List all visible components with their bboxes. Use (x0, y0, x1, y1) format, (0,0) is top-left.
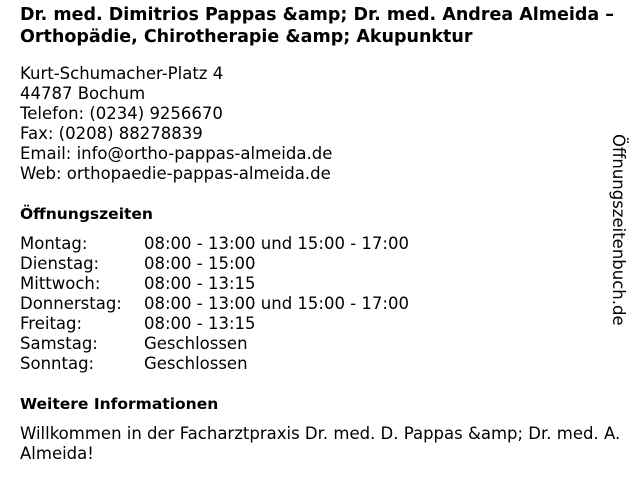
hours-row-wednesday (20, 274, 409, 294)
phone-line: Telefon: (0234) 9256670 (20, 104, 223, 123)
city-line: 44787 Bochum (20, 84, 146, 103)
day-hours: Geschlossen (144, 354, 248, 373)
welcome-text: Willkommen in der Facharztpraxis Dr. med. D. Pappas &amp; Dr. med. A. Almeida! (20, 424, 621, 463)
day-hours: 08:00 - 13:00 und 15:00 - 17:00 (144, 294, 409, 313)
day-label: Mittwoch: (20, 274, 101, 293)
email-line: Email: info@ortho-pappas-almeida.de (20, 144, 333, 163)
hours-row-tuesday (20, 254, 409, 274)
day-label: Donnerstag: (20, 294, 122, 313)
more-info-heading: Weitere Informationen (20, 395, 219, 413)
day-hours: 08:00 - 13:15 (144, 314, 256, 333)
web-line: Web: orthopaedie-pappas-almeida.de (20, 164, 331, 183)
day-hours: Geschlossen (144, 334, 248, 353)
fax-line: Fax: (0208) 88278839 (20, 124, 203, 143)
address-block (20, 64, 332, 184)
watermark-text: Öffnungszeitenbuch.de (609, 134, 628, 326)
day-hours: 08:00 - 13:00 und 15:00 - 17:00 (144, 234, 409, 253)
opening-hours-table (20, 234, 409, 374)
day-label: Sonntag: (20, 354, 95, 373)
page-title: Dr. med. Dimitrios Pappas &amp; Dr. med. Andrea Almeida – Orthopädie, Chirotherapie &amp; Akupunktur (20, 5, 615, 47)
day-hours: 08:00 - 15:00 (144, 254, 256, 273)
hours-row-sunday (20, 354, 409, 374)
day-hours: 08:00 - 13:15 (144, 274, 256, 293)
day-label: Freitag: (20, 314, 83, 333)
day-label: Dienstag: (20, 254, 100, 273)
day-label: Samstag: (20, 334, 98, 353)
street-line: Kurt-Schumacher-Platz 4 (20, 64, 224, 83)
hours-row-monday (20, 234, 409, 254)
day-label: Montag: (20, 234, 88, 253)
hours-row-thursday (20, 294, 409, 314)
hours-row-saturday (20, 334, 409, 354)
opening-hours-heading: Öffnungszeiten (20, 205, 153, 223)
hours-row-friday (20, 314, 409, 334)
